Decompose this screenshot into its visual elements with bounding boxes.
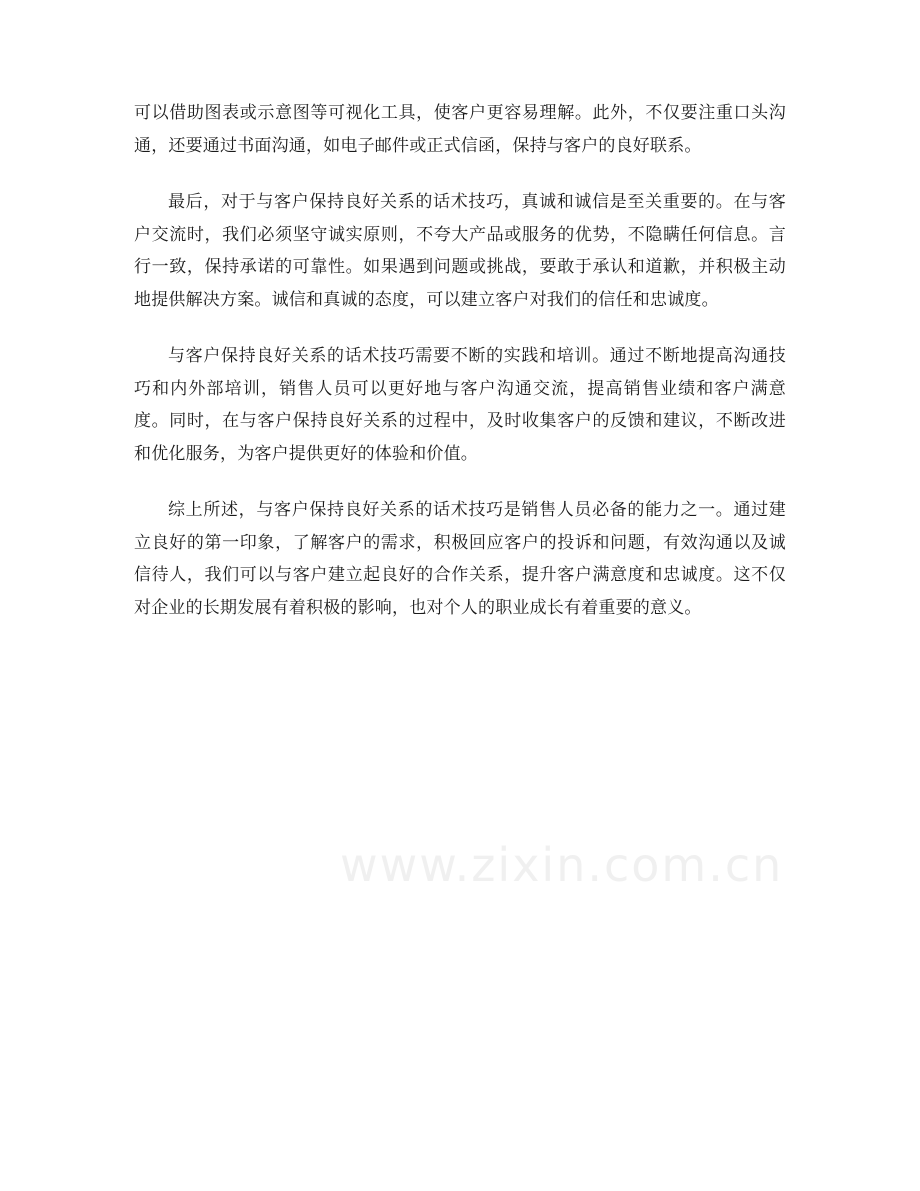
paragraph-continuation: 可以借助图表或示意图等可视化工具，使客户更容易理解。此外，不仅要注重口头沟通，还要通过书面沟通，如电子邮件或正式信函，保持与客户的良好联系。 <box>134 103 786 156</box>
paragraph-conclusion: 综上所述，与客户保持良好关系的话术技巧是销售人员必备的能力之一。通过建立良好的第一印象，了解客户的需求，积极回应客户的投诉和问题，有效沟通以及诚信待人，我们可以与客户建立起良好的合作关系，提升客户满意度和忠诚度。这不仅对企业的长期发展有着积极的影响，也对个人的职业成长有着重要的意义。 <box>134 500 786 618</box>
paragraph-training: 与客户保持良好关系的话术技巧需要不断的实践和培训。通过不断地提高沟通技巧和内外部培训，销售人员可以更好地与客户沟通交流，提高销售业绩和客户满意度。同时，在与客户保持良好关系的过程中，及时收集客户的反馈和建议，不断改进和优化服务，为客户提供更好的体验和价值。 <box>134 346 786 464</box>
watermark: www.zixin.com.cn <box>340 838 784 892</box>
document-body <box>134 97 786 648</box>
paragraph-sincerity: 最后，对于与客户保持良好关系的话术技巧，真诚和诚信是至关重要的。在与客户交流时，我们必须坚守诚实原则，不夸大产品或服务的优势，不隐瞒任何信息。言行一致，保持承诺的可靠性。如果遇到问题或挑战，要敢于承认和道歉，并积极主动地提供解决方案。诚信和真诚的态度，可以建立客户对我们的信任和忠诚度。 <box>134 192 786 310</box>
